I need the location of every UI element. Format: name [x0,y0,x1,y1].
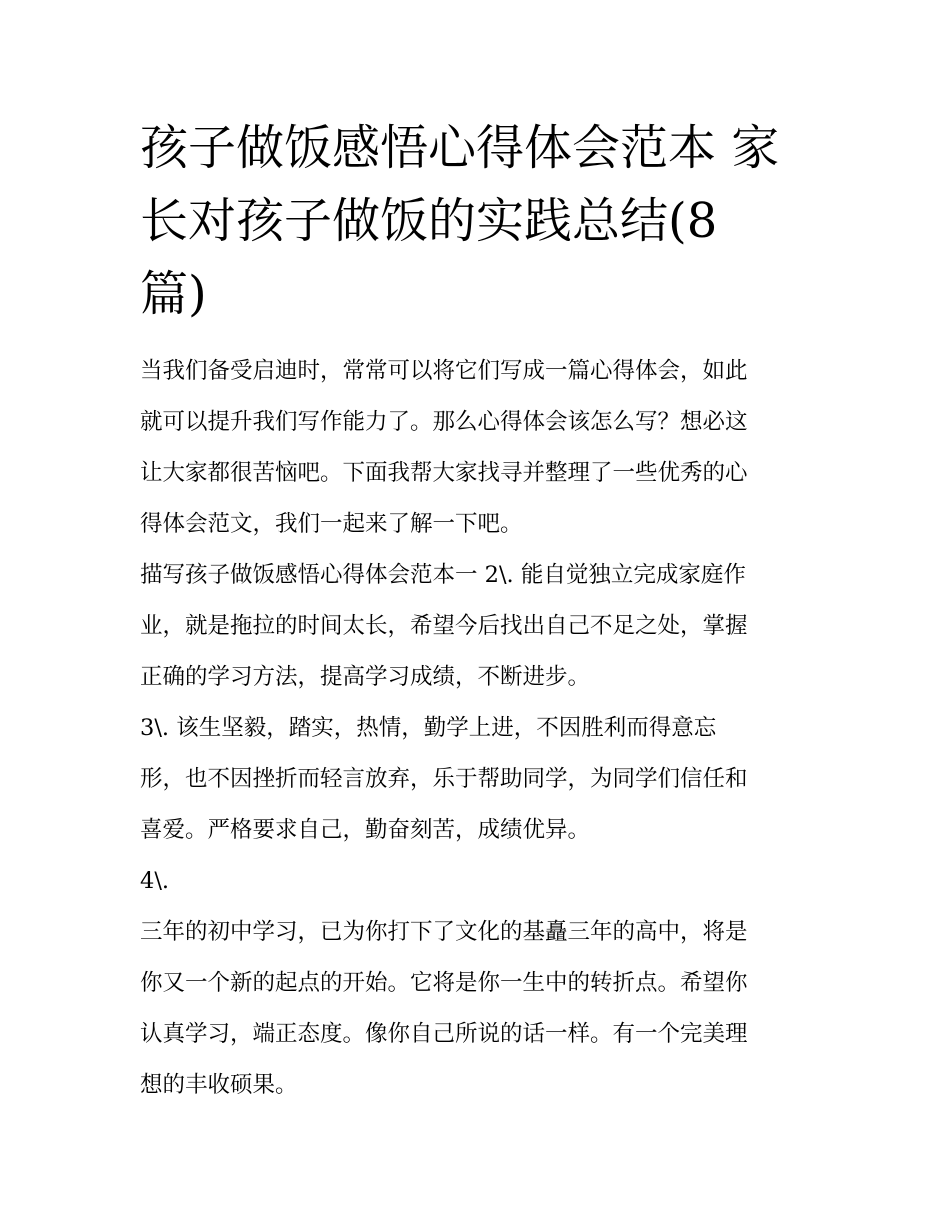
body-line: 当我们备受启迪时，常常可以将它们写成一篇心得体会，如此 [140,358,748,384]
title-line: 篇) [140,266,207,322]
body-line: 描写孩子做饭感悟心得体会范本一 2\. 能自觉独立完成家庭作 [140,562,746,588]
body-line: 形，也不因挫折而轻言放弃，乐于帮助同学，为同学们信任和 [140,766,748,792]
title-line: 孩子做饭感悟心得体会范本 家 [140,120,780,176]
body-line: 得体会范文，我们一起来了解一下吧。 [140,511,523,537]
document-body [140,346,820,1111]
body-line: 喜爱。严格要求自己，勤奋刻苦，成绩优异。 [140,817,591,843]
body-line: 认真学习，端正态度。像你自己所说的话一样。有一个完美理 [140,1021,748,1047]
body-line: 3\. 该生坚毅，踏实，热情，勤学上进，不因胜利而得意忘 [140,715,717,741]
body-line: 三年的初中学习，已为你打下了文化的基矗三年的高中，将是 [140,919,748,945]
body-line: 想的丰收硕果。 [140,1072,298,1098]
title-line: 长对孩子做饭的实践总结(8 [140,193,718,249]
body-line: 正确的学习方法，提高学习成绩，不断进步。 [140,664,591,690]
body-line: 你又一个新的起点的开始。它将是你一生中的转折点。希望你 [140,970,748,996]
document-title [140,112,820,331]
body-line: 4\. [140,868,170,894]
document-content [140,112,820,1111]
body-line: 就可以提升我们写作能力了。那么心得体会该怎么写？想必这 [140,409,748,435]
body-line: 业，就是拖拉的时间太长，希望今后找出自己不足之处，掌握 [140,613,748,639]
body-line: 让大家都很苦恼吧。下面我帮大家找寻并整理了一些优秀的心 [140,460,748,486]
